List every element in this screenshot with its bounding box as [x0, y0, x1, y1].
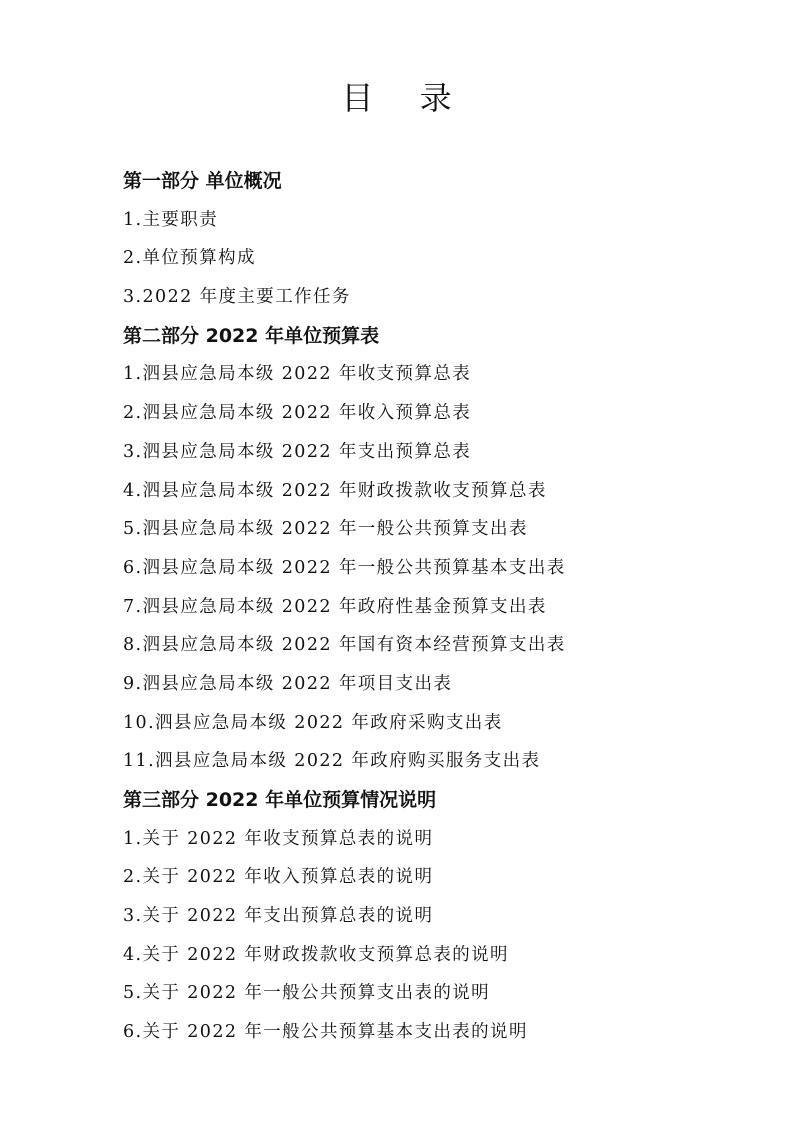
toc-entry: 2.单位预算构成 — [123, 248, 256, 269]
toc-entry: 1.关于 2022 年收支预算总表的说明 — [123, 828, 434, 849]
toc-entry: 2.泗县应急局本级 2022 年收入预算总表 — [123, 403, 472, 424]
toc-entry: 3.关于 2022 年支出预算总表的说明 — [123, 906, 434, 927]
toc-entry: 10.泗县应急局本级 2022 年政府采购支出表 — [123, 712, 503, 733]
toc-entry: 4.关于 2022 年财政拨款收支预算总表的说明 — [123, 944, 509, 965]
section-heading-part-3: 第三部分 2022 年单位预算情况说明 — [123, 789, 437, 811]
toc-entry: 5.关于 2022 年一般公共预算支出表的说明 — [123, 983, 491, 1004]
toc-entry: 8.泗县应急局本级 2022 年国有资本经营预算支出表 — [123, 635, 566, 656]
toc-entry: 5.泗县应急局本级 2022 年一般公共预算支出表 — [123, 519, 528, 540]
section-heading-part-2: 第二部分 2022 年单位预算表 — [123, 324, 380, 347]
toc-entry: 3.2022 年度主要工作任务 — [123, 287, 351, 308]
toc-entry: 11.泗县应急局本级 2022 年政府购买服务支出表 — [123, 751, 541, 772]
table-of-contents — [123, 162, 763, 1052]
toc-entry: 4.泗县应急局本级 2022 年财政拨款收支预算总表 — [123, 480, 547, 501]
toc-entry: 1.主要职责 — [123, 209, 219, 230]
toc-entry: 9.泗县应急局本级 2022 年项目支出表 — [123, 673, 453, 694]
page-title: 目 录 — [341, 79, 470, 117]
section-heading-part-1: 第一部分 单位概况 — [123, 170, 282, 192]
toc-entry: 7.泗县应急局本级 2022 年政府性基金预算支出表 — [123, 596, 547, 617]
toc-entry: 3.泗县应急局本级 2022 年支出预算总表 — [123, 441, 472, 462]
toc-entry: 1.泗县应急局本级 2022 年收支预算总表 — [123, 364, 472, 385]
toc-entry: 6.关于 2022 年一般公共预算基本支出表的说明 — [123, 1022, 528, 1043]
toc-entry: 2.关于 2022 年收入预算总表的说明 — [123, 867, 434, 888]
toc-entry: 6.泗县应急局本级 2022 年一般公共预算基本支出表 — [123, 557, 566, 578]
